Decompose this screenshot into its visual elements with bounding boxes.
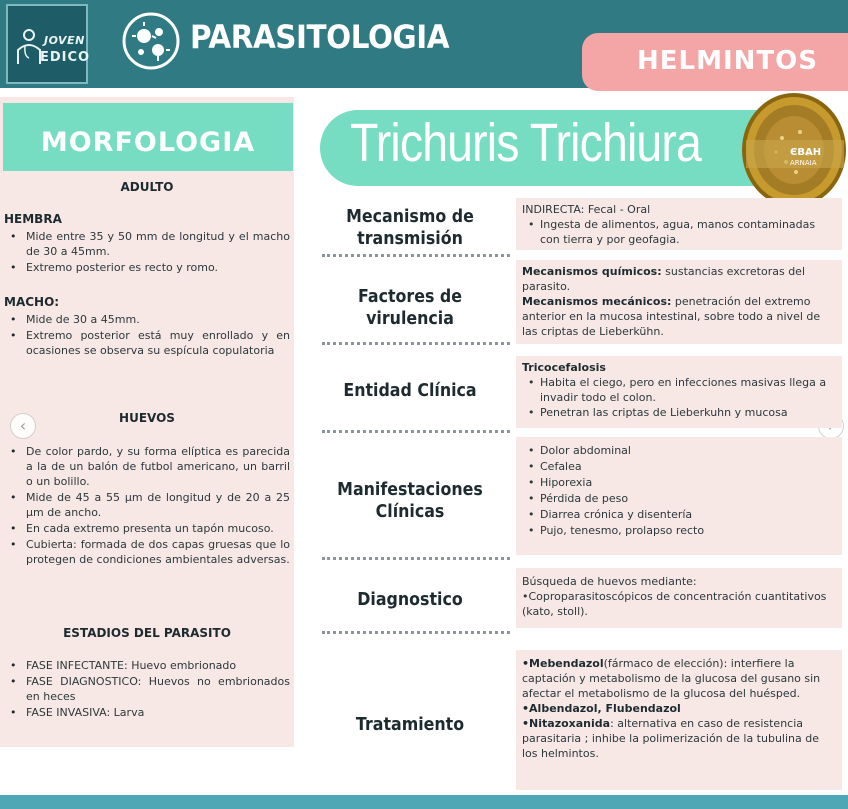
species-title-banner bbox=[320, 110, 772, 186]
treatment-label: Tratamiento bbox=[355, 714, 465, 735]
list-item: • Pérdida de peso bbox=[522, 491, 836, 507]
stages-list bbox=[6, 658, 290, 721]
morphology-header bbox=[3, 103, 293, 171]
chemical-mechanisms-label: Mecanismos químicos: bbox=[522, 265, 662, 278]
row-divider bbox=[322, 254, 510, 257]
list-item: • Cubierta: formada de dos capas gruesas que lo protegen de condiciones ambientales adversas. bbox=[6, 537, 290, 567]
morphology-title: MORFOLOGIA bbox=[40, 127, 256, 158]
doctor-figure-icon bbox=[16, 28, 42, 66]
egg-image-caption2: ARNAIA bbox=[790, 159, 817, 167]
list-item: • Cefalea bbox=[522, 459, 836, 475]
joven-medico-logo bbox=[6, 4, 91, 84]
transmission-intro: INDIRECTA: Fecal - Oral bbox=[522, 203, 651, 216]
female-list bbox=[6, 229, 290, 276]
virulence-label: Factores de virulencia bbox=[357, 286, 463, 329]
clinical-entity-label: Entidad Clínica bbox=[343, 380, 477, 401]
parasite-egg-image bbox=[738, 92, 846, 208]
list-item: • FASE INFECTANTE: Huevo embrionado bbox=[6, 658, 290, 673]
treatment-box bbox=[516, 650, 842, 790]
diagnosis-box bbox=[516, 568, 842, 628]
previous-slide-button[interactable]: ‹ bbox=[10, 413, 36, 439]
logo-text-top: JOVEN bbox=[44, 34, 85, 47]
row-divider bbox=[322, 430, 510, 433]
list-item: • Diarrea crónica y disentería bbox=[522, 507, 836, 523]
list-item: • Penetran las criptas de Lieberkuhn y mucosa bbox=[522, 405, 836, 420]
male-list bbox=[6, 312, 290, 359]
transmission-label: Mecanismo de transmisión bbox=[346, 206, 474, 249]
male-label: MACHO: bbox=[4, 295, 60, 309]
eggs-heading: HUEVOS bbox=[119, 411, 175, 425]
virulence-box bbox=[516, 260, 842, 344]
microbe-icon bbox=[122, 12, 180, 70]
row-divider bbox=[322, 557, 510, 560]
clinical-entity-box bbox=[516, 356, 842, 428]
page-title: PARASITOLOGIA bbox=[190, 18, 450, 56]
eggs-list bbox=[6, 444, 290, 568]
category-tag bbox=[582, 33, 848, 91]
nitazoxanida-text: : alternativa en caso de resistencia parasitaria ; inhibe la polimerización de la tubulina de los helmintos. bbox=[522, 717, 819, 760]
footer-bar bbox=[0, 795, 848, 809]
stages-heading: ESTADIOS DEL PARASITO bbox=[63, 626, 231, 640]
list-item: • FASE INVASIVA: Larva bbox=[6, 705, 290, 720]
list-item: • FASE DIAGNOSTICO: Huevos no embrionados en heces bbox=[6, 674, 290, 704]
mechanical-mechanisms-text: penetración del extremo anterior en la mucosa intestinal, sobre todo a nivel de las criptas de Lieberkühn. bbox=[522, 295, 821, 338]
chemical-mechanisms-text: sustancias excretoras del parasito. bbox=[522, 265, 805, 293]
list-item: • Extremo posterior es recto y romo. bbox=[6, 260, 290, 275]
row-divider bbox=[322, 342, 510, 345]
mebendazol-label: •Mebendazol bbox=[522, 657, 604, 670]
list-item: • Mide entre 35 y 50 mm de longitud y el macho de 30 a 45mm. bbox=[6, 229, 290, 259]
nitazoxanida-label: •Nitazoxanida bbox=[522, 717, 611, 730]
adult-heading: ADULTO bbox=[120, 180, 174, 194]
species-title: Trichuris Trichiura bbox=[350, 113, 701, 173]
list-item: • En cada extremo presenta un tapón mucoso. bbox=[6, 521, 290, 536]
transmission-box bbox=[516, 198, 842, 250]
mebendazol-text: (fármaco de elección): interfiere la captación y metabolismo de la glucosa del gusano sin afectar el metabolismo de la glucosa del huésped. bbox=[522, 657, 821, 700]
clinical-manifestations-box bbox=[516, 437, 842, 555]
logo-text-bottom: EDICO bbox=[40, 50, 91, 65]
mechanical-mechanisms-label: Mecanismos mecánicos: bbox=[522, 295, 672, 308]
list-item: • Pujo, tenesmo, prolapso recto bbox=[522, 523, 836, 539]
list-item: • Dolor abdominal bbox=[522, 443, 836, 459]
clinical-entity-name: Tricocefalosis bbox=[522, 361, 606, 374]
list-item: • Extremo posterior está muy enrollado y en ocasiones se observa su espícula copulatoria bbox=[6, 328, 290, 358]
albendazol-label: •Albendazol, Flubendazol bbox=[522, 702, 681, 715]
female-label: HEMBRA bbox=[4, 212, 62, 226]
diagnosis-line2: •Coproparasitoscópicos de concentración cuantitativos (kato, stoll). bbox=[522, 590, 827, 618]
category-tag-label: HELMINTOS bbox=[637, 46, 818, 76]
clinical-manifestations-label: Manifestaciones Clínicas bbox=[337, 479, 483, 522]
list-item: • Ingesta de alimentos, agua, manos contaminadas con tierra y por geofagia. bbox=[522, 217, 836, 247]
list-item: • Mide de 30 a 45mm. bbox=[6, 312, 290, 327]
list-item: • Habita el ciego, pero en infecciones masivas llega a invadir todo el colon. bbox=[522, 375, 836, 405]
diagnosis-line1: Búsqueda de huevos mediante: bbox=[522, 575, 697, 588]
diagnosis-label: Diagnostico bbox=[357, 589, 463, 610]
list-item: • De color pardo, y su forma elíptica es parecida a la de un balón de futbol americano, un barril o un bolillo. bbox=[6, 444, 290, 489]
row-divider bbox=[322, 631, 510, 634]
list-item: • Hiporexia bbox=[522, 475, 836, 491]
egg-image-caption: ЄВАН bbox=[790, 147, 822, 158]
list-item: • Mide de 45 a 55 µm de longitud y de 20 a 25 µm de ancho. bbox=[6, 490, 290, 520]
